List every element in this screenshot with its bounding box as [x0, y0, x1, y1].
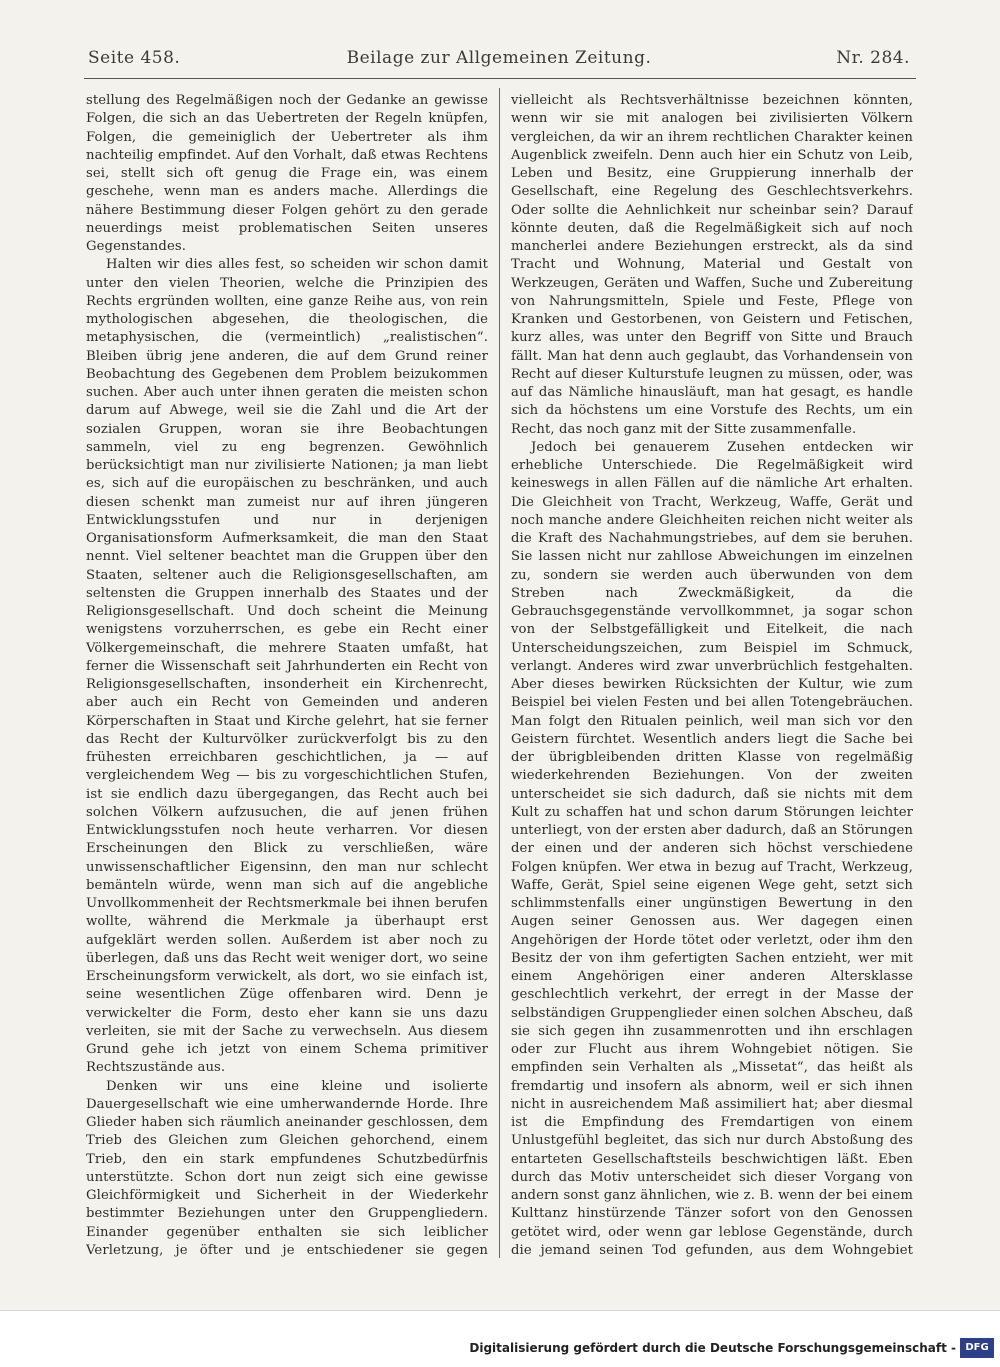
page-header	[88, 48, 910, 76]
paragraph: stellung des Regelmäßigen noch der Gedanke an gewisse Folgen, die sich an das Uebertreten der Regeln knüpfen, Folgen, die gemeiniglich der Uebertreter als ihm nachteilig empfindet. Auf den Vorhalt, daß etwas Rechtens sei, stellt sich oft genug die Frage ein, was einem geschehe, wenn man es anders mache. Allerdings die nähere Bestimmung dieser Folgen gehört zu den gerade neuerdings meist problematischen Seiten unseres Gegenstandes.	[86, 93, 488, 254]
dfg-logo-icon: DFG	[960, 1338, 994, 1358]
publication-title: Beilage zur Allgemeinen Zeitung.	[346, 48, 652, 68]
footer-bar	[0, 1310, 1000, 1367]
page-number: Seite 458.	[88, 48, 181, 68]
paragraph: Halten wir dies alles fest, so scheiden wir schon damit unter den vielen Theorien, welche die Prinzipien des Rechts ergründen wollten, eine ganze Reihe aus, von rein mythologischen abgesehen, die theologischen, die metaphysischen, die (vermeintlich) „realistischen“. Bleiben übrig jene anderen, die auf dem Grund reiner Beobachtung des Gegebenen dem Problem beizukommen suchen. Aber auch unter ihnen geraten die meisten schon darum auf Abwege, weil sie die Zahl und die Art der sozialen Gruppen, woran sie ihre Beobachtungen sammeln, viel zu eng begrenzen. Gewöhnlich berücksichtigt man nur zivilisierte Nationen; ja man liebt es, sich auf die europäischen zu beschränken, und auch diesen schenkt man zumeist nur auf ihren jüngeren Entwicklungsstufen und nur in derjenigen Organisationsform Aufmerksamkeit, die man den Staat nennt. Viel seltener beachtet man die Gruppen über den Staaten, seltener auch die Religionsgesellschaften, am seltensten die Gruppen innerhalb des Staates und der Religionsgesellschaft. Und doch scheint die Meinung wenigstens vorzuherrschen, es gebe ein Recht einer Völkergemeinschaft, die mehrere Staaten umfaßt, hat ferner die Wissenschaft seit Jahrhunderten ein Recht von Religionsgesellschaften, insonderheit ein Kirchenrecht, aber auch ein Recht von Gemeinden und anderen Körperschaften in Staat und Kirche gelehrt, hat sie ferner das Recht der Kulturvölker zurückverfolgt bis zu den frühesten erreichbaren geschichtlichen, ja — auf vergleichendem Weg — bis zu vorgeschichtlichen Stufen, ist sie endlich dazu übergegangen, das Recht auch bei solchen Völkern aufzusuchen, die auf jenen frühen Entwicklungsstufen noch heute verharren. Vor diesen Erscheinungen den Blick zu verschließen, wäre unwissenschaftlicher Eigensinn, den man nur schlecht bemänteln würde, wenn man sich auf die angebliche Unvollkommenheit der Rechtsmerkmale bei ihnen berufen wollte, während die Merkmale ja überhaupt erst aufgeklärt werden sollen. Außerdem ist aber noch zu überlegen, daß uns das Recht weit weniger dort, wo seine Erscheinungsform verwickelt, als dort, wo sie einfach ist, seine wesentlichen Züge offenbaren wird. Denn je verwickelter die Form, desto eher kann sie uns dazu verleiten, sie mit der Sache zu verwechseln. Aus diesem Grund gehe ich jetzt von einem Schema primitiver Rechtszustände aus.	[86, 257, 488, 1076]
issue-number: Nr. 284.	[836, 48, 910, 68]
column-divider	[499, 88, 500, 1258]
right-column	[511, 92, 913, 1260]
paragraph: Denken wir uns eine kleine und isolierte Dauergesellschaft wie eine umherwandernde Horde. Ihre Glieder haben sich räumlich aneinander geschlossen, dem Trieb des Gleichen zum Gleichen gehorchend, einem Trieb, den ein stark empfundenes Schutzbedürfnis unterstützte. Schon dort nun zeigt sich eine gewisse Gleichförmigkeit und Sicherheit in der Wiederkehr bestimmter Beziehungen unter den Gruppengliedern. Einander gegenüber enthalten sie sich leiblicher Verletzung, je öfter und je entschiedener sie gegen	[86, 1078, 488, 1258]
header-rule	[84, 78, 916, 79]
paragraph: vielleicht als Rechtsverhältnisse bezeichnen könnten, wenn wir sie mit analogen bei zivilisierten Völkern vergleichen, da wir an ihrem rechtlichen Charakter keinen Augenblick zweifeln. Denn auch hier ein Schutz von Leib, Leben und Besitz, eine Gruppierung innerhalb der Gesellschaft, eine Regelung des Geschlechtsverkehrs. Oder sollte die Aehnlichkeit nur scheinbar sein? Darauf könnte deuten, daß die Regelmäßigkeit sich auf noch mancherlei andere Beziehungen erstreckt, als da sind Tracht und Wohnung, Material und Gestalt von Werkzeugen, Geräten und Waffen, Suche und Zubereitung von Nahrungsmitteln, Spiele und Feste, Pflege von Kranken und Gestorbenen, von Geistern und Fetischen, kurz alles, was unter den Begriff von Sitte und Brauch fällt. Man hat denn auch geglaubt, das Vorhandensein von Recht auf dieser Kulturstufe leugnen zu müssen, oder, was auf das Nämliche hinausläuft, man hat gesagt, es handle sich da höchstens um eine Vorstufe des Rechts, um ein Recht, das noch ganz mit der Sitte zusammenfalle.	[511, 93, 913, 437]
left-column	[86, 92, 488, 1260]
funding-note: Digitalisierung gefördert durch die Deutsche Forschungsgemeinschaft -	[469, 1341, 956, 1355]
paragraph: Jedoch bei genauerem Zusehen entdecken wir erhebliche Unterschiede. Die Regelmäßigkeit wird keineswegs in allen Fällen auf die nämliche Art erhalten. Die Gleichheit von Tracht, Werkzeug, Waffe, Gerät und noch manche andere Gleichheiten reichen nicht weiter als die Kraft des Nachahmungstriebes, auf dem sie beruhen. Sie lassen nicht nur zahllose Abweichungen im einzelnen zu, sondern sie werden auch überwunden von dem Streben nach Zweckmäßigkeit, da die Gebrauchsgegenstände vervollkommnet, ja sogar schon von der Selbstgefälligkeit und Eitelkeit, die nach Unterscheidungszeichen, zum Beispiel im Schmuck, verlangt. Anderes wird zwar unverbrüchlich festgehalten. Aber dieses bewirken Rücksichten der Kultur, wie zum Beispiel bei vielen Festen und bei allen Totengebräuchen. Man folgt den Ritualen peinlich, weil man sich vor den Geistern fürchtet. Wesentlich anders liegt die Sache bei der übrigbleibenden dritten Klasse von regelmäßig wiederkehrenden Beziehungen. Von der zweiten unterscheidet sie sich dadurch, daß sie nichts mit dem Kult zu schaffen hat und schon darum Störungen leichter unterliegt, von der ersten aber dadurch, daß an Störungen der einen und der anderen sich höchst verschiedene Folgen knüpfen. Wer etwa in bezug auf Tracht, Werkzeug, Waffe, Gerät, Spiel seine eigenen Wege geht, setzt sich schlimmstenfalls einer ungünstigen Bewertung in den Augen seiner Genossen aus. Wer dagegen einen Angehörigen der Horde tötet oder verletzt, oder ihm den Besitz der von ihm gefertigten Sachen entzieht, wer mit einem Angehörigen einer anderen Altersklasse geschlechtlich verkehrt, der erregt in der Masse der selbständigen Gruppenglieder einen solchen Abscheu, daß sie sich gegen ihn zusammenrotten und ihn erschlagen oder zur Flucht aus ihrem Wohngebiet nötigen. Sie empfinden sein Verhalten als „Missetat“, das heißt als fremdartig und insofern als abnorm, weil er sich ihnen nicht in ausreichendem Maß assimiliert hat; aber diesmal ist die Empfindung des Fremdartigen von einem Unlustgefühl begleitet, das sich nur durch Abstoßung des entarteten Gesellschaftsteils beschwichtigen läßt. Eben durch das Motiv unterscheidet sich dieser Vorgang von andern sonst ganz ähnlichen, wie z. B. wenn der bei einem Kulttanz hinstürzende Tänzer sofort von den Genossen getötet wird, oder wenn gar leblose Gegenstände, durch die jemand seinen Tod gefunden, aus dem Wohngebiet	[511, 439, 913, 1258]
